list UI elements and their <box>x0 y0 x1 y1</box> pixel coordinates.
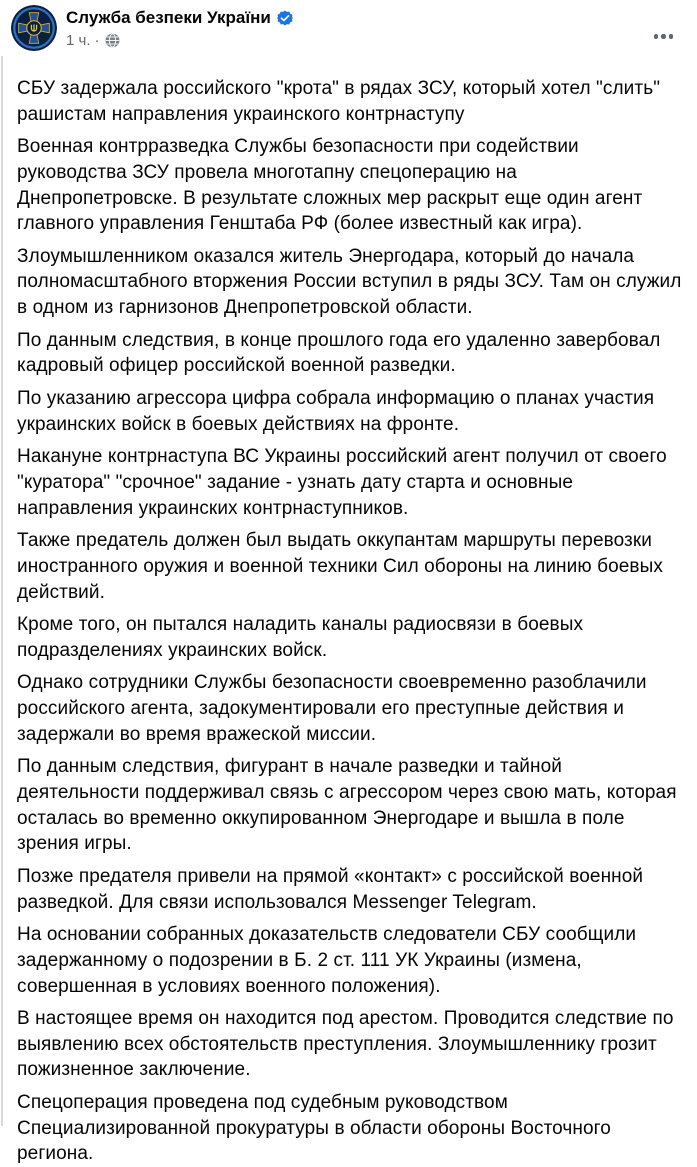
page-name[interactable]: Служба безпеки України <box>66 8 271 27</box>
post-left-border <box>1 56 3 1126</box>
more-options-dot <box>669 34 674 39</box>
post-paragraph: Злоумышленником оказался житель Энергодара, который до начала полномасштабного вторжения России вступил в ряды ЗСУ. Там он служил в одном из гарнизонов Днепропетровской области. <box>17 245 682 319</box>
avatar[interactable] <box>11 5 57 51</box>
page-name-row <box>66 8 293 28</box>
post-paragraph: Однако сотрудники Службы безопасности своевременно разоблачили российского агента, задокументировали его преступные действия и задержали во время вражеской миссии. <box>17 672 647 745</box>
post-paragraph: Спецоперация проведена под судебным руководством Специализированной прокуратуры в области обороны Восточного региона. <box>17 1092 611 1165</box>
sbu-emblem-icon <box>11 5 57 51</box>
post-paragraph: Накануне контрнаступа ВС Украины российский агент получил от своего "куратора" "срочное" задание - узнать дату старта и основные направления украинских контрнаступников. <box>17 446 667 519</box>
more-options-dot <box>661 34 666 39</box>
post-header-text <box>66 5 293 49</box>
post-header <box>0 0 697 51</box>
post-paragraph: СБУ задержала российского "крота" в рядах ЗСУ, который хотел "слить" рашистам направления украинского контрнаступу <box>17 78 661 125</box>
post-meta-row <box>66 32 293 49</box>
post-paragraph: По данным следствия, фигурант в начале разведки и тайной деятельности поддерживал связь с агрессором через свою мать, которая осталась во временно оккупированном Энергодаре и вышла в поле зрения игры. <box>17 756 677 855</box>
post-paragraph: На основании собранных доказательств следователи СБУ сообщили задержанному о подозрении в Б. 2 ст. 111 УК Украины (измена, совершенная в условиях военного положения). <box>17 924 637 997</box>
post-paragraph: Также предатель должен был выдать оккупантам маршруты перевозки иностранного оружия и военной техники Сил обороны на линию боевых действий. <box>17 530 663 603</box>
post-timestamp[interactable]: 1 ч. <box>66 32 91 49</box>
post-paragraph: В настоящее время он находится под арестом. Проводится следствие по выявлению всех обстоятельств преступления. Злоумышленнику грозит пожизненное заключение. <box>17 1008 674 1081</box>
verified-badge-icon <box>277 10 293 26</box>
meta-separator: · <box>94 32 100 49</box>
post-paragraph: По данным следствия, в конце прошлого года его удаленно завербовал кадровый офицер российской военной разведки. <box>17 329 661 377</box>
more-options-dot <box>654 34 659 39</box>
globe-icon <box>105 33 120 48</box>
post-text <box>0 51 697 1167</box>
post-paragraph: По указанию агрессора цифра собрала информацию о планах участия украинских войск в боевых действиях на фронте. <box>17 388 655 435</box>
post-paragraph: Кроме того, он пытался наладить каналы радиосвязи в боевых подразделениях украинских войск. <box>17 614 584 661</box>
post-paragraph: Военная контрразведка Службы безопасности при содействии руководства ЗСУ провела многотапну спецоперацию на Днепропетровске. В результате сложных мер раскрыт еще один агент главного управления Генштаба РФ (более известный как игра). <box>17 136 643 235</box>
more-options-button[interactable] <box>650 26 678 47</box>
post-paragraph: Позже предателя привели на прямой «контакт» с российской военной разведкой. Для связи использовался Messenger Telegram. <box>17 865 644 913</box>
